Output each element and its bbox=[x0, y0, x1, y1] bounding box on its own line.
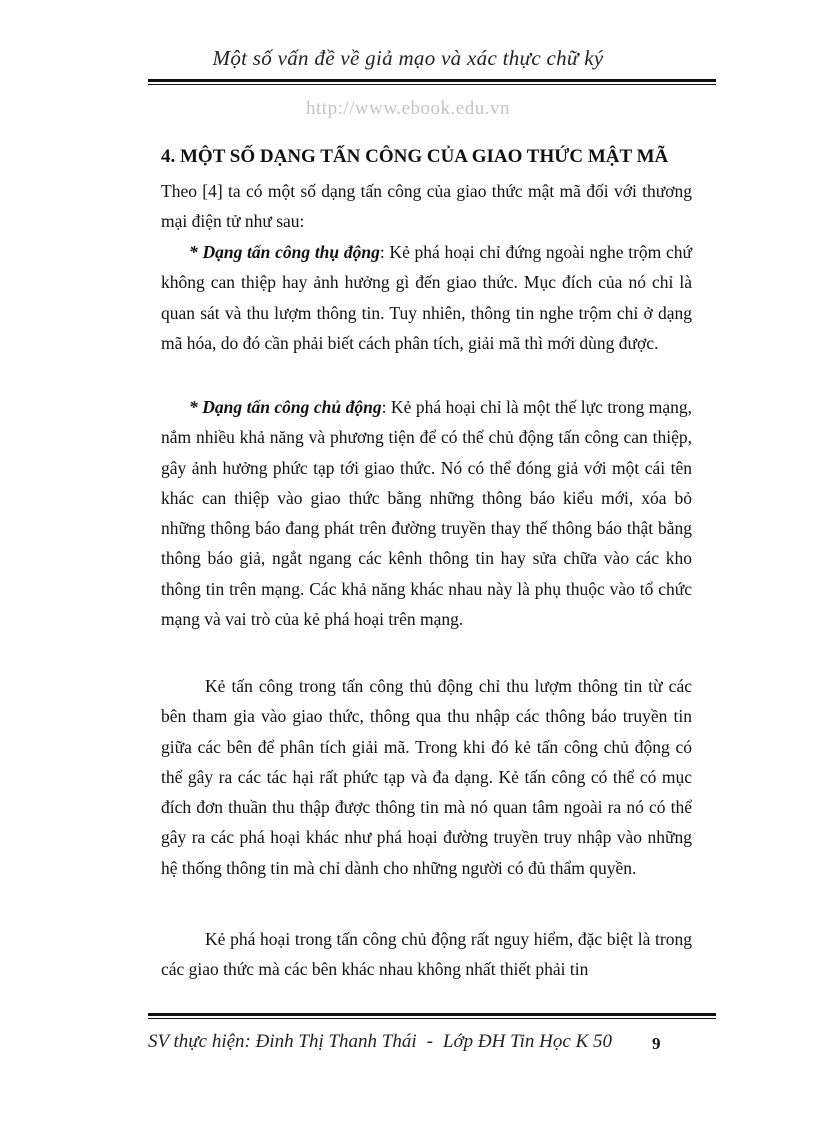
bullet-marker: * bbox=[189, 242, 203, 262]
footer-separator: - bbox=[426, 1031, 433, 1052]
footer-rule-thick bbox=[148, 1013, 716, 1016]
passive-attack-text: : Kẻ phá hoại chỉ đứng ngoài nghe trộm chứ không can thiệp hay ảnh hưởng gì đến giao thức. Mục đích của nó chỉ là quan sát và thu lượm thông tin. Tuy nhiên, thông tin nghe trộm chỉ ở dạng mã hóa, do đó cần phải biết cách phân tích, giải mã thì mới dùng được. bbox=[161, 242, 693, 353]
header-rule-thin bbox=[148, 84, 716, 85]
paragraph-active-danger: Kẻ phá hoại trong tấn công chủ động rất nguy hiểm, đặc biệt là trong các giao thức mà các bên khác nhau không nhất thiết phải tin bbox=[161, 929, 692, 980]
bullet-marker: * bbox=[189, 397, 203, 417]
active-attack-term: Dạng tấn công chủ động bbox=[202, 397, 382, 417]
footer-author: SV thực hiện: Đinh Thị Thanh Thái bbox=[148, 1031, 417, 1052]
passive-attack-term: Dạng tấn công thụ động bbox=[202, 242, 380, 262]
section-heading: 4. MỘT SỐ DẠNG TẤN CÔNG CỦA GIAO THỨC MẬT MÃ bbox=[161, 146, 669, 167]
running-header-title: Một số vấn đề về giả mạo và xác thực chữ ký bbox=[212, 46, 604, 70]
active-attack-paragraph bbox=[161, 392, 692, 634]
footer-class: Lớp ĐH Tin Học K 50 bbox=[442, 1031, 612, 1052]
paragraph-comparison: Kẻ tấn công trong tấn công thủ động chỉ thu lượm thông tin từ các bên tham gia vào giao thức, thông qua thu nhập các thông báo truyền tin giữa các bên để phân tích giải mã. Trong khi đó kẻ tấn công chủ động có thể gây ra các tác hại rất phức tạp và đa dạng. Kẻ tấn công có thể có mục đích đơn thuần thu thập được thông tin mà nó quan tâm ngoài ra nó có thể gây ra các phá hoại khác như phá hoại đường truyền truy nhập vào những hệ thống thông tin mà chỉ dành cho những người có đủ thẩm quyền. bbox=[161, 676, 692, 878]
footer-rule-thin bbox=[148, 1018, 716, 1019]
page-number: 9 bbox=[652, 1034, 661, 1053]
watermark-url: http://www.ebook.edu.vn bbox=[306, 98, 510, 119]
footer-text bbox=[148, 1031, 716, 1053]
intro-paragraph: Theo [4] ta có một số dạng tấn công của giao thức mật mã đối với thương mại điện tử như sau: bbox=[161, 181, 692, 232]
passive-attack-paragraph bbox=[161, 237, 692, 358]
active-attack-text: : Kẻ phá hoại chỉ là một thế lực trong mạng, nắm nhiều khả năng và phương tiện để có thể chủ động tấn công can thiệp, gây ảnh hưởng phức tạp tới giao thức. Nó có thể đóng giả với một cái tên khác can thiệp vào giao thức bằng những thông báo kiểu mới, xóa bỏ những thông báo đang phát trên đường truyền thay thế thông báo thật bằng thông báo giả, ngắt ngang các kênh thông tin hay sửa chữa vào các kho thông tin trên mạng. Các khả năng khác nhau này là phụ thuộc vào tổ chức mạng và vai trò của kẻ phá hoại trên mạng. bbox=[161, 397, 692, 630]
header-rule-thick bbox=[148, 79, 716, 82]
